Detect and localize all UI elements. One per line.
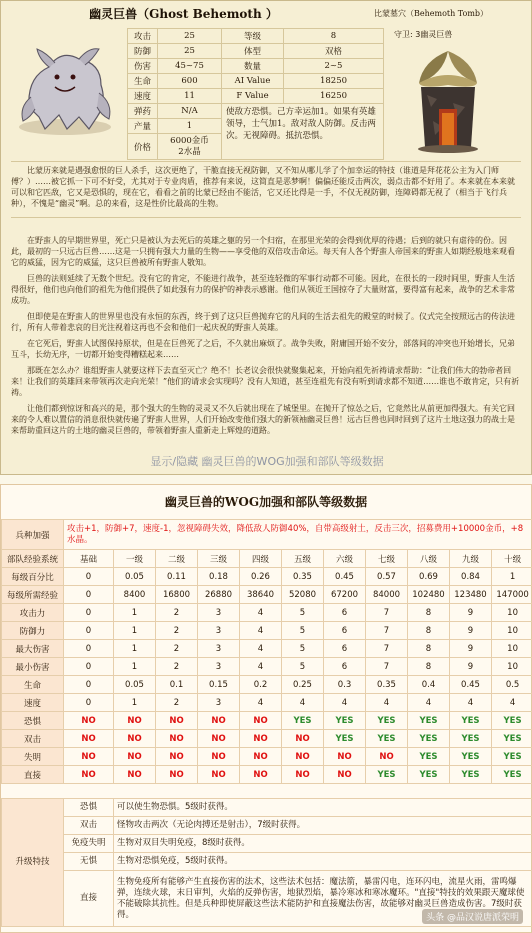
table-cell: NO — [156, 730, 198, 748]
table-cell: YES — [492, 712, 532, 730]
row-label: 生命 — [2, 676, 64, 694]
table-cell: 3 — [198, 640, 240, 658]
table-cell: 0.45 — [324, 568, 366, 586]
table-cell: 9 — [450, 640, 492, 658]
table-cell: 0.05 — [114, 568, 156, 586]
level-header: 三级 — [198, 550, 240, 568]
table-cell: NO — [240, 712, 282, 730]
table-cell: YES — [324, 730, 366, 748]
table-cell: 0.35 — [282, 568, 324, 586]
table-cell: 1 — [114, 694, 156, 712]
table-cell: 1 — [114, 640, 156, 658]
story-paragraph: 在野蛮人的早期世界里，死亡只是被认为去死后的英雄之躯的另一个归宿，在那里光荣的会得到优厚的待遇；后到的就只有虐待的份。因此，最初的一只远古巨兽……这是一只拥有强大力量的生物——享受他的双倍攻击命运。每天有人各个野蛮人帝国来的野蛮人如期经般地来观看它的威猛，因为它的威猛，这只巨兽被所有野蛮人敬知。 — [11, 236, 515, 267]
feature-name: 直接 — [64, 871, 114, 927]
table-cell: NO — [114, 748, 156, 766]
feature-row — [2, 853, 532, 871]
level-header: 五级 — [282, 550, 324, 568]
armament-label: 兵种加强 — [2, 520, 64, 550]
features-table — [1, 798, 532, 927]
table-cell: 102480 — [408, 586, 450, 604]
stat-label: F Value — [222, 89, 284, 104]
table-row — [2, 766, 532, 784]
table-cell: NO — [114, 766, 156, 784]
table-cell: 5 — [282, 604, 324, 622]
comment-text — [11, 161, 521, 218]
table-cell: YES — [324, 712, 366, 730]
table-cell: 84000 — [366, 586, 408, 604]
table-cell: 10 — [492, 622, 532, 640]
table-cell: 6 — [324, 604, 366, 622]
table-cell: YES — [408, 766, 450, 784]
table-cell: 0.57 — [366, 568, 408, 586]
story-paragraph: 巨兽的法则延续了无数个世纪。没有它的肯定，不能进行战争，甚至连轻微的军事行动都不可能。因此，在很长的一段时间里，野蛮人生活得很好，他们也向他们的祖先为他们提供了如此强有力的保护的神表示感谢。他们从领近王国掠夺了大量财富，要得富有起来，战争的艺术非常成功。 — [11, 274, 515, 305]
table-cell: 4 — [492, 694, 532, 712]
table-cell: NO — [240, 766, 282, 784]
stat-label: 攻击 — [128, 29, 158, 44]
table-cell: 0.25 — [282, 676, 324, 694]
table-cell: YES — [492, 766, 532, 784]
wog-title: 幽灵巨兽的WOG加强和部队等级数据 — [164, 495, 368, 509]
table-row — [2, 694, 532, 712]
table-cell: YES — [450, 748, 492, 766]
table-cell: 147000 — [492, 586, 532, 604]
stat-label: 伤害 — [128, 59, 158, 74]
row-label: 失明 — [2, 748, 64, 766]
table-cell: NO — [282, 748, 324, 766]
stat-label: 防御 — [128, 44, 158, 59]
table-cell: 10 — [492, 658, 532, 676]
feature-name: 免疫失明 — [64, 835, 114, 853]
table-cell: YES — [408, 748, 450, 766]
table-cell: YES — [366, 730, 408, 748]
table-row — [2, 640, 532, 658]
table-cell: 8400 — [114, 586, 156, 604]
table-cell: 4 — [282, 694, 324, 712]
feature-desc: 生物对恐惧免疫，5级时获得。 — [114, 853, 532, 871]
toggle-wog-link[interactable]: 显示/隐藏 幽灵巨兽的WOG加强和部队等级数据 — [150, 455, 384, 468]
wog-panel — [0, 484, 532, 933]
table-cell: 38640 — [240, 586, 282, 604]
table-cell: 2 — [156, 658, 198, 676]
table-cell: 0.2 — [240, 676, 282, 694]
table-cell: 8 — [408, 604, 450, 622]
table-cell: 16800 — [156, 586, 198, 604]
experience-table — [1, 519, 532, 784]
table-cell: 2 — [156, 622, 198, 640]
table-cell: NO — [282, 766, 324, 784]
table-cell: 6 — [324, 622, 366, 640]
stat-value: 6000金币 2水晶 — [158, 134, 222, 160]
table-cell: 4 — [240, 640, 282, 658]
table-cell: 7 — [366, 622, 408, 640]
table-cell: 1 — [492, 568, 532, 586]
table-cell: NO — [324, 748, 366, 766]
table-row — [2, 622, 532, 640]
table-cell: YES — [450, 730, 492, 748]
table-cell: 4 — [450, 694, 492, 712]
row-label: 最大伤害 — [2, 640, 64, 658]
table-cell: 0 — [64, 586, 114, 604]
stat-label: 速度 — [128, 89, 158, 104]
table-cell: 0 — [64, 622, 114, 640]
table-cell: 9 — [450, 604, 492, 622]
level-header: 十级 — [492, 550, 532, 568]
table-cell: 0 — [64, 640, 114, 658]
table-cell: NO — [156, 712, 198, 730]
table-cell: 5 — [282, 658, 324, 676]
story-paragraph: 在它死后，野蛮人试图保持原状，但是在巨兽死了之后，不久就出麻烦了。战争失败，附庸国开始不安分，部落间的冲突也开始增长，兄弟互斗，长幼无序，一切都开始变得糟糕起来…… — [11, 339, 515, 359]
table-row — [2, 748, 532, 766]
comment-paragraph: 比蒙历来就是遇强愈恨的巨人杀手，这次更绝了，干脆直接无视防御，又不知从哪儿学了个加幸运的特技（谁道是拜花花公主为入门师傅？）……被它抓一下可不好受，尤其对于专业肉盾，推荐有来说，这简直是恶梦啊！偏偏还能反击两次，弱点击都不好用了。本来就在本来就可以和它匹敌，它又是恐惧的，现在它，看看之前的比蒙已经由不能活，它又还比得是一手，不仅无视防御，连障碍都无视了（相当于飞行兵种），不愧是“幽灵”啊。总的来看，这是性价比最高的生物。 — [11, 166, 515, 208]
level-header: 二级 — [156, 550, 198, 568]
ghost-behemoth-portrait — [9, 37, 121, 141]
feature-desc: 怪物攻击两次（无论肉搏还是射击），7级时获得。 — [114, 817, 532, 835]
table-cell: 0.18 — [198, 568, 240, 586]
feature-name: 无惧 — [64, 853, 114, 871]
table-row — [2, 658, 532, 676]
feature-desc: 生物免疫所有能够产生直接伤害的法术，这些法术包括：魔法箭，暴雷闪电，连环闪电，流星火雨，雷鸣爆弹，连续火球，末日审判，火焰的反弹伤害，地狱烈焰，暴冷寒冰和寒冰魔环。"直接"特技的效果跟天魔球使不能破除其抗性。但是兵种即使屏蔽这些法术能防护和直接魔法伤害，故能够对幽灵巨兽造成伤害。7级时获得。 — [114, 871, 532, 927]
table-cell: YES — [282, 712, 324, 730]
table-cell: NO — [240, 748, 282, 766]
armament-text: 攻击+1，防御+7，速度-1，忽视障碍失效，降低敌人防御40%，自带高级射土，反击三次，招募费用+10000金币，+8水晶。 — [64, 520, 532, 550]
table-cell: 0.3 — [324, 676, 366, 694]
table-cell: NO — [198, 748, 240, 766]
table-cell: NO — [198, 712, 240, 730]
table-cell: 2 — [156, 640, 198, 658]
level-header: 七级 — [366, 550, 408, 568]
row-label: 恐惧 — [2, 712, 64, 730]
table-cell: 0 — [64, 604, 114, 622]
creature-title: 幽灵巨兽（Ghost Behemoth ） — [89, 7, 278, 21]
table-cell: 8 — [408, 622, 450, 640]
table-cell: 4 — [240, 622, 282, 640]
row-label: 防御力 — [2, 622, 64, 640]
table-cell: NO — [64, 748, 114, 766]
features-label: 升级特技 — [2, 799, 64, 927]
stat-label: 弹药 — [128, 104, 158, 119]
table-cell: 4 — [240, 658, 282, 676]
watermark: 头条 @品汉说唐派荣明 — [422, 909, 523, 924]
stat-value: N/A — [158, 104, 222, 119]
table-cell: 6 — [324, 658, 366, 676]
behemoth-tomb-image — [413, 47, 483, 155]
table-cell: YES — [492, 748, 532, 766]
stat-value: 双格 — [284, 44, 384, 59]
table-cell: 67200 — [324, 586, 366, 604]
stat-label: 体型 — [222, 44, 284, 59]
table-cell: 0.45 — [450, 676, 492, 694]
story-paragraph: 让他们都到惊讶和高兴的是，那个强大的生物的灵灵又不久后就出现在了城堡里。在抛开了惊怂之后，它竟然比从前更加得强大。有关它回来的令人难以置信的消息很快就传遍了野蛮人世界，人们开始改变他们强大的新领袖幽灵巨兽！远古巨兽也同时回到了这片土地这强力的战士是来帮助重回这片的土地的幽灵巨兽的，带领着野蛮人重新走上辉煌的道路。 — [11, 404, 515, 435]
stat-value: 25 — [158, 29, 222, 44]
feature-row — [2, 799, 532, 817]
table-cell: 0.35 — [366, 676, 408, 694]
table-cell: NO — [198, 730, 240, 748]
table-cell: 7 — [366, 604, 408, 622]
row-label: 速度 — [2, 694, 64, 712]
feature-row — [2, 817, 532, 835]
table-cell: 4 — [240, 604, 282, 622]
table-cell: 0 — [64, 568, 114, 586]
table-cell: NO — [198, 766, 240, 784]
table-cell: YES — [408, 712, 450, 730]
stat-value: 16250 — [284, 89, 384, 104]
story-text — [11, 235, 521, 441]
table-row — [2, 568, 532, 586]
table-cell: 9 — [450, 658, 492, 676]
level-header: 基础 — [64, 550, 114, 568]
table-cell: 0.1 — [156, 676, 198, 694]
table-row — [2, 586, 532, 604]
table-cell: 0.05 — [114, 676, 156, 694]
table-cell: 4 — [324, 694, 366, 712]
stat-label: AI Value — [222, 74, 284, 89]
table-cell: 0.11 — [156, 568, 198, 586]
table-row — [2, 730, 532, 748]
table-cell: 0.84 — [450, 568, 492, 586]
feature-desc: 生物对双目失明免疫，8级时获得。 — [114, 835, 532, 853]
table-cell: NO — [64, 730, 114, 748]
table-cell: 3 — [198, 694, 240, 712]
level-header: 四级 — [240, 550, 282, 568]
table-cell: 2 — [156, 694, 198, 712]
table-cell: 3 — [198, 604, 240, 622]
stat-label: 价格 — [128, 134, 158, 160]
table-cell: YES — [366, 766, 408, 784]
table-cell: 10 — [492, 640, 532, 658]
table-cell: 26880 — [198, 586, 240, 604]
table-cell: 4 — [366, 694, 408, 712]
table-cell: 10 — [492, 604, 532, 622]
table-cell: NO — [156, 748, 198, 766]
stat-label: 数量 — [222, 59, 284, 74]
table-cell: YES — [450, 712, 492, 730]
stat-value: 1 — [158, 119, 222, 134]
table-cell: 0.15 — [198, 676, 240, 694]
level-header: 一级 — [114, 550, 156, 568]
stat-value: 600 — [158, 74, 222, 89]
stat-value: 18250 — [284, 74, 384, 89]
row-label: 每级百分比 — [2, 568, 64, 586]
story-paragraph: 但即使是在野蛮人的世界里也没有永恒的东西，终于到了这只巨兽抛弃它的凡间的生活去祖先的殿堂的时候了。仪式完全按照远古的传法进行，所有人带着悲哀的目光注视着这再也不会和他们一起庆祝的野蛮人英雄。 — [11, 312, 515, 332]
stat-value: 45~75 — [158, 59, 222, 74]
table-cell: YES — [450, 766, 492, 784]
table-cell: 4 — [240, 694, 282, 712]
table-cell: 7 — [366, 658, 408, 676]
table-cell: 0.4 — [408, 676, 450, 694]
stat-value: 11 — [158, 89, 222, 104]
table-row — [2, 676, 532, 694]
stat-value: 2~5 — [284, 59, 384, 74]
story-paragraph: 那既在怎么办？谁组野蛮人就要这样下去直至灭亡？绝不！长老议会很快就聚集起来，开始向祖先祈祷请求帮助：“让我们伟大的勃帝者回来！让我们的英雄回来带领再次走向光荣！”他们的请求会实现吗？没有人知道，甚至连祖先有没有听到请求都不知道……谁也不敢肯定，只有祈祷。 — [11, 366, 520, 397]
stat-label: 生命 — [128, 74, 158, 89]
table-cell: 3 — [198, 658, 240, 676]
level-header: 八级 — [408, 550, 450, 568]
stat-label: 等级 — [222, 29, 284, 44]
table-cell: 9 — [450, 622, 492, 640]
table-cell: 6 — [324, 640, 366, 658]
table-cell: NO — [114, 712, 156, 730]
table-cell: 52080 — [282, 586, 324, 604]
table-row — [2, 604, 532, 622]
table-cell: 8 — [408, 658, 450, 676]
stat-value: 25 — [158, 44, 222, 59]
table-cell: 5 — [282, 622, 324, 640]
table-cell: NO — [64, 766, 114, 784]
level-header: 六级 — [324, 550, 366, 568]
table-cell: NO — [156, 766, 198, 784]
table-cell: 4 — [408, 694, 450, 712]
table-cell: 1 — [114, 622, 156, 640]
row-label: 直接 — [2, 766, 64, 784]
table-cell: 1 — [114, 658, 156, 676]
table-cell: 0.5 — [492, 676, 532, 694]
table-cell: YES — [408, 730, 450, 748]
table-cell: 8 — [408, 640, 450, 658]
table-cell: 1 — [114, 604, 156, 622]
row-label: 攻击力 — [2, 604, 64, 622]
table-cell: 2 — [156, 604, 198, 622]
table-cell: 5 — [282, 640, 324, 658]
row-label: 双击 — [2, 730, 64, 748]
table-cell: NO — [114, 730, 156, 748]
table-cell: 0 — [64, 694, 114, 712]
table-cell: NO — [240, 730, 282, 748]
levels-header-label: 部队经验系统 — [2, 550, 64, 568]
stat-label: 产量 — [128, 119, 158, 134]
feature-desc: 可以使生物恐惧。5级时获得。 — [114, 799, 532, 817]
stat-value: 8 — [284, 29, 384, 44]
table-cell: 3 — [198, 622, 240, 640]
table-cell: NO — [324, 766, 366, 784]
level-header: 九级 — [450, 550, 492, 568]
table-cell: YES — [492, 730, 532, 748]
table-cell: NO — [64, 712, 114, 730]
row-label: 最小伤害 — [2, 658, 64, 676]
table-cell: 7 — [366, 640, 408, 658]
dwelling-guard: 守卫: 3幽灵巨兽 — [394, 30, 453, 39]
table-cell: NO — [282, 730, 324, 748]
dwelling-name: 比蒙墓穴（Behemoth Tomb） — [374, 9, 489, 18]
table-row — [2, 712, 532, 730]
table-cell: 0.69 — [408, 568, 450, 586]
table-cell: 0.26 — [240, 568, 282, 586]
feature-row — [2, 835, 532, 853]
table-cell: NO — [366, 748, 408, 766]
table-cell: 0 — [64, 658, 114, 676]
table-cell: 123480 — [450, 586, 492, 604]
stats-table — [127, 28, 384, 160]
feature-name: 双击 — [64, 817, 114, 835]
feature-name: 恐惧 — [64, 799, 114, 817]
table-cell: 0 — [64, 676, 114, 694]
table-cell: YES — [366, 712, 408, 730]
abilities-text: 使敌方恐惧。己方幸运加1。如果有英雄领导，士气加1。敌对敌人防御。反击两次。无视障碍。抵抗恐惧。 — [222, 104, 384, 160]
row-label: 每级所需经验 — [2, 586, 64, 604]
